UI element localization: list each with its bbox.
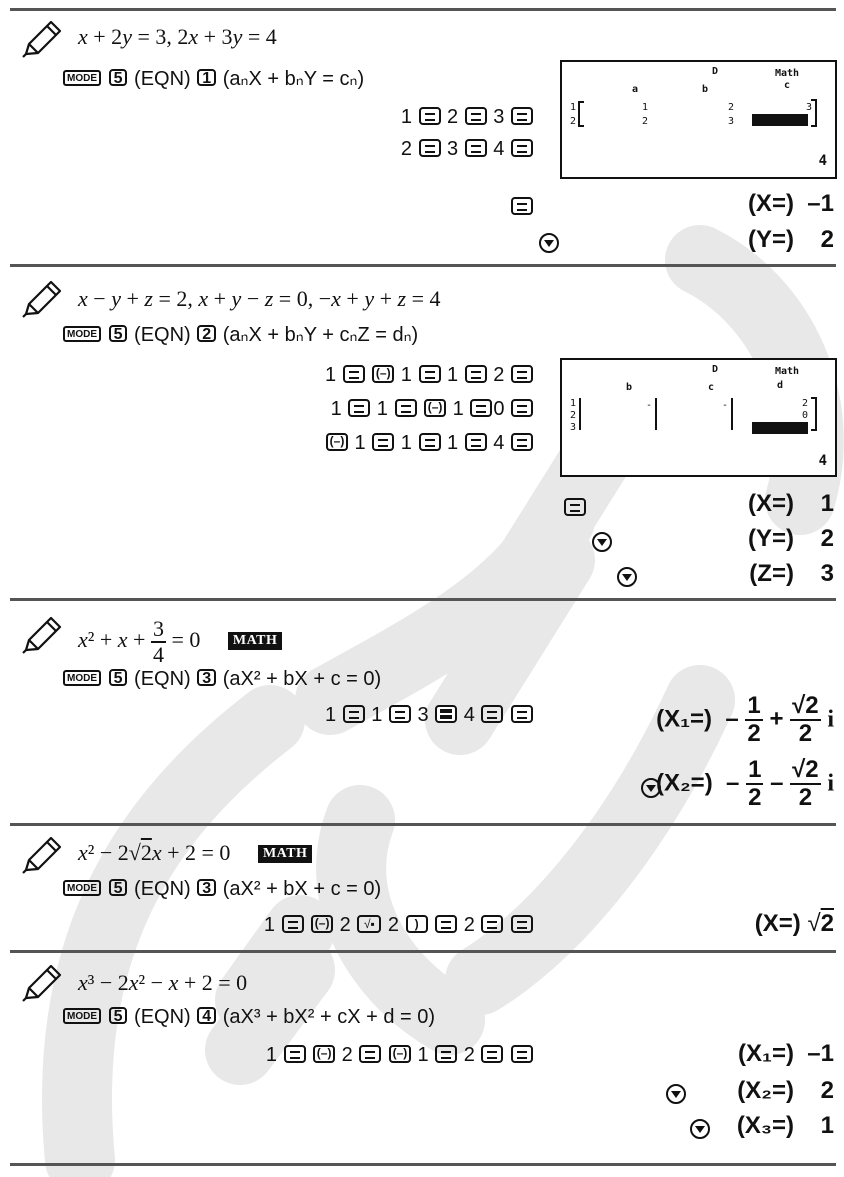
lcd-value: 4 bbox=[818, 153, 827, 169]
svg-text:1: 1 bbox=[642, 102, 649, 113]
negative-key: (–) bbox=[389, 1045, 411, 1063]
math-badge: MATH bbox=[258, 845, 313, 863]
equals-key bbox=[419, 107, 441, 125]
svg-text:2: 2 bbox=[570, 116, 577, 127]
key-1: 1 bbox=[197, 69, 216, 86]
key-4: 4 bbox=[197, 1007, 216, 1024]
close-paren-key: ) bbox=[406, 915, 428, 933]
mode-line bbox=[62, 668, 381, 691]
equals-key bbox=[465, 139, 487, 157]
input-line: 2 3 4 bbox=[401, 138, 534, 161]
key-5: 5 bbox=[109, 325, 128, 342]
equation-form: (aX² + bX + c = 0) bbox=[222, 668, 382, 690]
mode-line bbox=[62, 878, 381, 901]
lcd-matrix bbox=[570, 396, 825, 446]
pencil-icon bbox=[20, 836, 62, 874]
lcd-indicator: D bbox=[712, 364, 719, 375]
rule bbox=[10, 1163, 836, 1166]
negative-key: (–) bbox=[372, 365, 394, 383]
mode-line bbox=[62, 1006, 435, 1029]
lcd-col-d: d bbox=[777, 380, 784, 391]
key-5: 5 bbox=[109, 69, 128, 86]
result-x2: (X₂=) – $\frac{1}{2}$ – $\frac{√2}{2}$ i bbox=[656, 756, 834, 811]
pencil-icon bbox=[20, 20, 62, 58]
pencil-icon bbox=[20, 964, 62, 1002]
result-x3: (X₃=) 1 bbox=[736, 1112, 834, 1139]
input-line: 1 1 (–) 1 0 bbox=[331, 398, 534, 421]
svg-text:2: 2 bbox=[728, 102, 735, 113]
mode-key: MODE bbox=[63, 880, 101, 896]
fraction: $\frac{3}{4}$ bbox=[152, 616, 164, 667]
key-5: 5 bbox=[109, 669, 128, 686]
negative-key: (–) bbox=[424, 399, 446, 417]
svg-text:1: 1 bbox=[570, 102, 577, 113]
input-line: 1 (–) 2 (–) 1 2 bbox=[266, 1044, 534, 1067]
equation-form: (aX² + bX + c = 0) bbox=[222, 878, 382, 900]
sqrt-key: √▪ bbox=[357, 915, 381, 933]
lcd-value: 4 bbox=[818, 453, 827, 469]
equation-form: (aₙX + bₙY = cₙ) bbox=[222, 68, 365, 90]
equation-form: (aX³ + bX² + cX + d = 0) bbox=[222, 1006, 436, 1028]
result-x: (X=) √2 bbox=[754, 910, 834, 937]
result-x: (X=) –1 bbox=[747, 190, 834, 217]
result-y: (Y=) 2 bbox=[747, 525, 834, 552]
svg-text:-: - bbox=[722, 400, 729, 411]
down-arrow-key bbox=[666, 1084, 686, 1104]
svg-text:2: 2 bbox=[642, 116, 649, 127]
svg-text:3: 3 bbox=[728, 116, 735, 127]
lcd-col-c: c bbox=[708, 382, 715, 393]
equals-key bbox=[511, 139, 533, 157]
result-x: (X=) 1 bbox=[747, 490, 834, 517]
lcd-col-b: b bbox=[702, 84, 709, 95]
lcd-display bbox=[560, 358, 837, 477]
key-5: 5 bbox=[109, 879, 128, 896]
equation: x² − 2√2x + 2 = 0 MATH bbox=[78, 840, 312, 866]
key-3: 3 bbox=[197, 669, 216, 686]
equation: x − y + z = 2, x + y − z = 0, −x + y + z = 4 bbox=[78, 286, 441, 311]
rule bbox=[10, 598, 836, 601]
eqn-label: (EQN) bbox=[134, 668, 191, 690]
equals-key bbox=[465, 107, 487, 125]
mode-key: MODE bbox=[63, 70, 101, 86]
svg-text:1: 1 bbox=[570, 398, 577, 409]
fraction-key bbox=[435, 705, 457, 723]
mode-line bbox=[62, 66, 364, 91]
result-z: (Z=) 3 bbox=[749, 560, 834, 587]
rule bbox=[10, 950, 836, 953]
equation: x³ − 2x² − x + 2 = 0 bbox=[78, 970, 248, 995]
svg-text:2: 2 bbox=[802, 398, 809, 409]
lcd-col-b: b bbox=[626, 382, 633, 393]
input-line: 1 (–) 1 1 2 bbox=[325, 364, 534, 387]
result-y: (Y=) 2 bbox=[747, 226, 834, 253]
equals-key bbox=[511, 197, 533, 215]
input-line: 1 1 3 4 bbox=[325, 704, 534, 727]
input-line: 1 (–) 2 √▪ 2 ) 2 bbox=[264, 914, 534, 937]
svg-text:3: 3 bbox=[806, 102, 813, 113]
equals-key bbox=[419, 139, 441, 157]
mode-key: MODE bbox=[63, 1008, 101, 1024]
eqn-label: (EQN) bbox=[134, 878, 191, 900]
lcd-matrix bbox=[570, 98, 825, 138]
svg-text:3: 3 bbox=[570, 422, 577, 433]
rule bbox=[10, 8, 836, 11]
negative-key: (–) bbox=[326, 433, 348, 451]
result-x1: (X₁=) – $\frac{1}{2}$ + $\frac{√2}{2}$ i bbox=[656, 692, 834, 747]
eqn-label: (EQN) bbox=[134, 324, 191, 346]
key-5: 5 bbox=[109, 1007, 128, 1024]
equation-form: (aₙX + bₙY + cₙZ = dₙ) bbox=[222, 324, 419, 346]
equation: x + 2y = 3, 2x + 3y = 4 bbox=[78, 24, 277, 49]
result-x1: (X₁=) –1 bbox=[738, 1040, 834, 1067]
lcd-col-a: a bbox=[632, 84, 639, 95]
mode-key: MODE bbox=[63, 670, 101, 686]
result-x2: (X₂=) 2 bbox=[737, 1077, 834, 1104]
down-arrow-key bbox=[617, 567, 637, 587]
rule bbox=[10, 264, 836, 267]
math-badge: MATH bbox=[228, 632, 283, 650]
equation: x² + x + $\frac{3}{4}$ = 0 MATH bbox=[78, 618, 282, 666]
equals-key bbox=[511, 107, 533, 125]
svg-text:0: 0 bbox=[802, 410, 809, 421]
pencil-icon bbox=[20, 616, 62, 654]
eqn-label: (EQN) bbox=[134, 68, 191, 90]
rule bbox=[10, 823, 836, 826]
mode-line bbox=[62, 322, 418, 347]
lcd-display bbox=[560, 60, 837, 179]
input-line: 1 2 3 bbox=[401, 106, 534, 129]
negative-key: (–) bbox=[311, 915, 333, 933]
svg-text:-: - bbox=[646, 400, 653, 411]
pencil-icon bbox=[20, 280, 62, 318]
negative-key: (–) bbox=[313, 1045, 335, 1063]
key-2: 2 bbox=[197, 325, 216, 342]
equals-key bbox=[564, 498, 586, 516]
lcd-indicator: D bbox=[712, 66, 719, 77]
eqn-label: (EQN) bbox=[134, 1006, 191, 1028]
lcd-math-indicator: Math bbox=[775, 68, 800, 79]
mode-key: MODE bbox=[63, 326, 101, 342]
svg-text:2: 2 bbox=[570, 410, 577, 421]
lcd-math-indicator: Math bbox=[775, 366, 800, 377]
lcd-col-c: c bbox=[784, 80, 791, 91]
key-3: 3 bbox=[197, 879, 216, 896]
input-line: (–) 1 1 1 4 bbox=[325, 432, 534, 455]
